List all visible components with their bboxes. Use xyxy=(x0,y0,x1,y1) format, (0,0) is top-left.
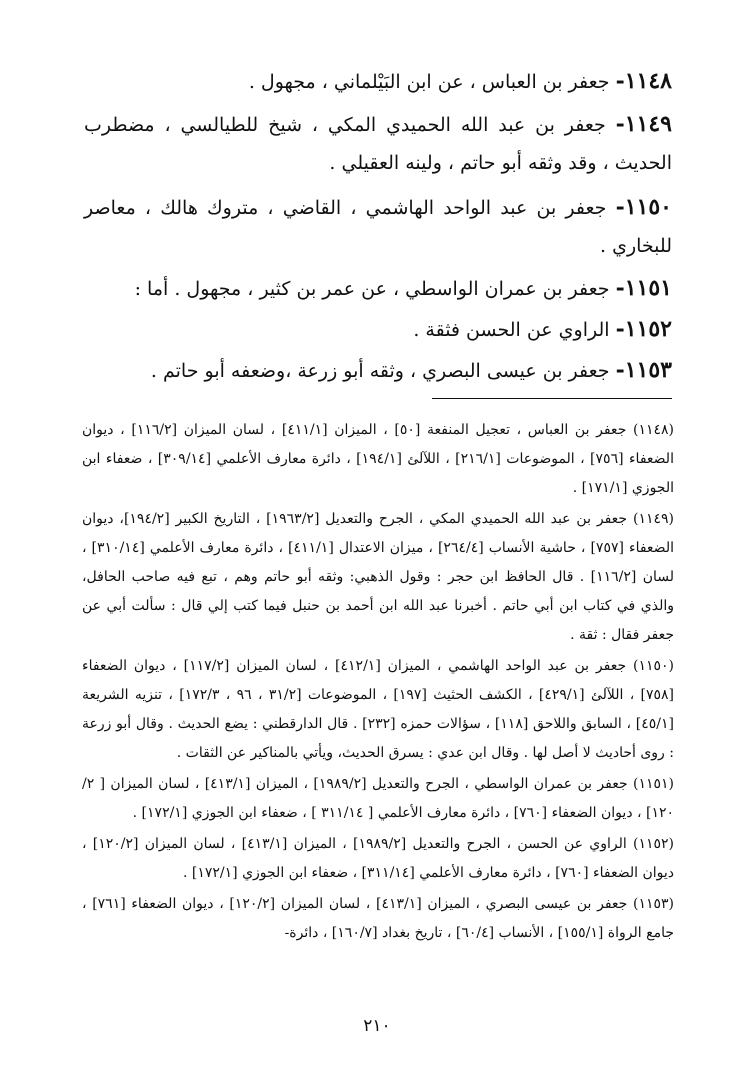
entry-number: ١١٥١- xyxy=(615,275,672,301)
footnote-1151: (١١٥١) جعفر بن عمران الواسطي ، الجرح والتعديل [١٩٨٩/٢] ، الميزان [٤١٣/١] ، لسان الميزان [ ٢/ ١٢٠] ، ديوان الضعفاء [٧٦٠] ، دائرة معارف الأعلمي [ ٣١١/١٤ ] ، ضعفاء ابن الجوزي [١٧٢/١] . xyxy=(82,776,674,821)
entry-1152 xyxy=(84,310,672,349)
entry-text: جعفر بن عبد الواحد الهاشمي ، القاضي ، متروك هالك ، معاصر للبخاري . xyxy=(84,197,672,257)
entry-text: الراوي عن الحسن فثقة . xyxy=(413,319,616,341)
footnotes xyxy=(82,416,674,950)
entry-number: ١١٤٩- xyxy=(615,111,672,137)
footnote-1150: (١١٥٠) جعفر بن عبد الواحد الهاشمي ، الميزان [٤١٢/١] ، لسان الميزان [١١٧/٢] ، ديوان الضعفاء [٧٥٨] ، اللآلئ [٤٢٩/١] ، الكشف الحثيث [١٩٧] ، الموضوعات [٣١/٢ ، ٩٦ ، ١٧٢/٣] ، تنزيه الشريعة [٤٥/١] ، السابق واللاحق [١١٨] ، سؤالات حمزه [٢٣٢] . قال الدارقطني : يضع الحديث . وقال أبو زرعة : روى أحاديث لا أصل لها . وقال ابن عدي : يسرق الحديث، ويأتي بالمناكير عن الثقات . xyxy=(82,658,675,761)
page-number: ٢١٠ xyxy=(363,1016,391,1036)
entry-number: ١١٥٢- xyxy=(615,316,672,342)
entry-1153 xyxy=(84,351,672,390)
entry-number: ١١٤٨- xyxy=(615,68,672,94)
footnote-1148: (١١٤٨) جعفر بن العباس ، تعجيل المنفعة [٥٠] ، الميزان [٤١١/١] ، لسان الميزان [١١٦/٢] ، ديوان الضعفاء [٧٥٦] ، الموضوعات [٢١٦/١] ، اللآلئ [١٩٤/١] ، دائرة معارف الأعلمي [٣٠٩/١٤] ، ضعفاء ابن الجوزي [١٧١/١] . xyxy=(82,422,674,496)
entry-1149 xyxy=(84,105,672,182)
footnote-separator xyxy=(432,398,672,399)
footnote-1149: (١١٤٩) جعفر بن عبد الله الحميدي المكي ، الجرح والتعديل [١٩٦٣/٢] ، التاريخ الكبير [١٩٤/٢]، ديوان الضعفاء [٧٥٧] ، حاشية الأنساب [٢٦٤/٤] ، ميزان الاعتدال [٤١١/١] ، دائرة معارف الأعلمي [٣١٠/١٤] ، لسان [١١٦/٢] . قال الحافظ ابن حجر : وقول الذهبي: وثقه أبو حاتم وهم ، تبع فيه صاحب الحافل، والذي في كتاب ابن أبي حاتم . أخبرنا عبد الله ابن أحمد بن حنبل فيما كتب إلي قال : سألت أبي عن جعفر فقال : ثقة . xyxy=(82,511,675,643)
footnote-1153: (١١٥٣) جعفر بن عيسى البصري ، الميزان [٤١٣/١] ، لسان الميزان [١٢٠/٢] ، ديوان الضعفاء [٧٦١] ، جامع الرواة [١٥٥/١] ، الأنساب [٦٠/٤] ، تاريخ بغداد [١٦٠/٧] ، دائرة- xyxy=(82,896,674,941)
entry-number: ١١٥٠- xyxy=(615,194,672,220)
footnote-1152: (١١٥٢) الراوي عن الحسن ، الجرح والتعديل [١٩٨٩/٢] ، الميزان [٤١٣/١] ، لسان الميزان [١٢٠/٢] ، ديوان الضعفاء [٧٦٠] ، دائرة معارف الأعلمي [٣١١/١٤] ، ضعفاء ابن الجوزي [١٧٢/١] . xyxy=(82,836,674,881)
entry-text: جعفر بن عمران الواسطي ، عن عمر بن كثير ، مجهول . أما : xyxy=(134,278,616,300)
entry-1150 xyxy=(84,188,672,265)
entry-1148 xyxy=(84,62,672,101)
main-entries xyxy=(84,62,672,390)
entry-1151 xyxy=(84,269,672,308)
entry-text: جعفر بن العباس ، عن ابن البَيْلماني ، مجهول . xyxy=(248,71,616,93)
entry-text: جعفر بن عبد الله الحميدي المكي ، شيخ للطيالسي ، مضطرب الحديث ، وقد وثقه أبو حاتم ، ولينه العقيلي . xyxy=(84,114,672,174)
entry-number: ١١٥٣- xyxy=(615,357,672,383)
entry-text: جعفر بن عيسى البصري ، وثقه أبو زرعة ،وضعفه أبو حاتم . xyxy=(150,360,616,382)
